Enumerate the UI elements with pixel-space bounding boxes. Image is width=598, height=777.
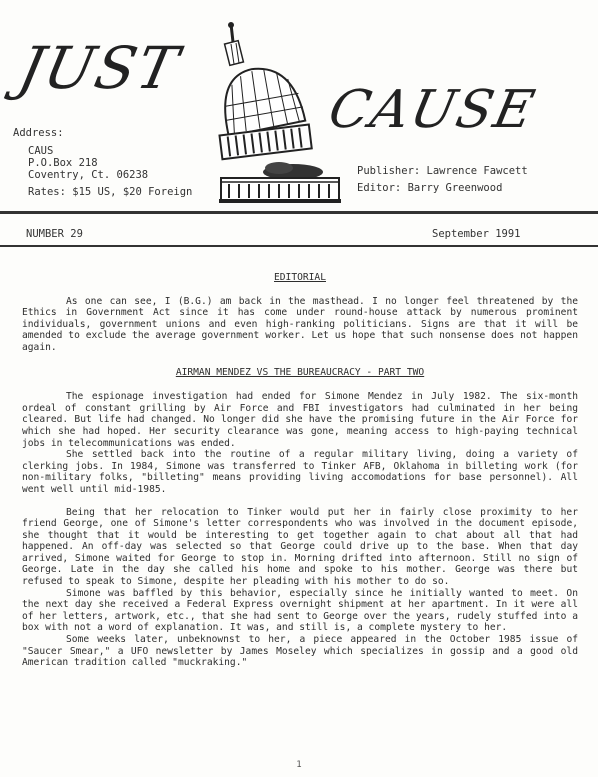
article-paragraph-4: Simone was baffled by this behavior, especially since he initially wanted to meet. On the next day she received a Federal Express overnight shipment at her apartment. In it were all of her letters, artwork, etc., that she had sent to George over the years, rudely stuffed into a box with not a word of explanation. It was, and still is, a complete mystery to her. — [22, 587, 578, 634]
page-number: 1 — [296, 760, 302, 770]
masthead-rule-bottom — [0, 245, 598, 247]
subscription-rates: Rates: $15 US, $20 Foreign — [28, 186, 193, 198]
address-line-1: CAUS — [28, 145, 54, 157]
editor-credit: Editor: Barry Greenwood — [357, 182, 503, 194]
article-heading: AIRMAN MENDEZ VS THE BUREAUCRACY - PART TWO — [175, 366, 425, 378]
masthead-title-just: JUST — [12, 34, 186, 102]
masthead-title-cause: CAUSE — [323, 80, 542, 140]
address-line-3: Coventry, Ct. 06238 — [28, 169, 149, 181]
editorial-heading: EDITORIAL — [274, 272, 326, 283]
address-line-2: P.O.Box 218 — [28, 157, 98, 169]
masthead-rule-top — [0, 211, 598, 214]
address-label: Address: — [13, 127, 64, 139]
publisher-credit: Publisher: Lawrence Fawcett — [357, 165, 528, 177]
editorial-paragraph: As one can see, I (B.G.) am back in the masthead. I no longer feel threatened by the Ethics in Government Act since it has come under round-house attack by numerous prominent individuals, government unions and even high-ranking politicians. Signs are that it will be amended to exclude the average government worker. Let us hope that such nonsense does not happen again. — [22, 295, 578, 353]
article-paragraph-1: The espionage investigation had ended for Simone Mendez in July 1982. The six-month ordeal of constant grilling by Air Force and FBI investigators had culminated in her being cleared. But life had changed. No longer did she have the promising future in the Air Force for which she had hoped. Her security clearance was gone, meaning access to high-paying technical jobs in telecommunications was ended. — [22, 391, 578, 449]
issue-date: September 1991 — [432, 228, 521, 240]
article-paragraph-5: Some weeks later, unbeknownst to her, a piece appeared in the October 1985 issue of "Saucer Smear," a UFO newsletter by James Moseley which specializes in gossip and a good old American tradition called "muckraking." — [22, 634, 578, 669]
capitol-dome-illustration — [215, 20, 345, 205]
newsletter-body — [22, 272, 578, 669]
issue-number: NUMBER 29 — [26, 228, 83, 240]
article-paragraph-3: Being that her relocation to Tinker would put her in fairly close proximity to her friend George, one of Simone's letter correspondents who was involved in the document episode, she thought that it would be interesting to get together again to chat about all that had happened. An off-day was selected so that George could drive up to the base. When that day arrived, Simone waited for George to stop in. Morning drifted into afternoon. Still no sign of George. Late in the day she called his home and spoke to his mother. George was there but refused to speak to Simone, despite her pleading with his mother to do so. — [22, 506, 578, 588]
article-paragraph-2: She settled back into the routine of a regular military living, doing a variety of clerking jobs. In 1984, Simone was transferred to Tinker AFB, Oklahoma in billeting work (for non-military folks, "billeting" means providing living accomodations for base personnel). All went well until mid-1985. — [22, 449, 578, 495]
